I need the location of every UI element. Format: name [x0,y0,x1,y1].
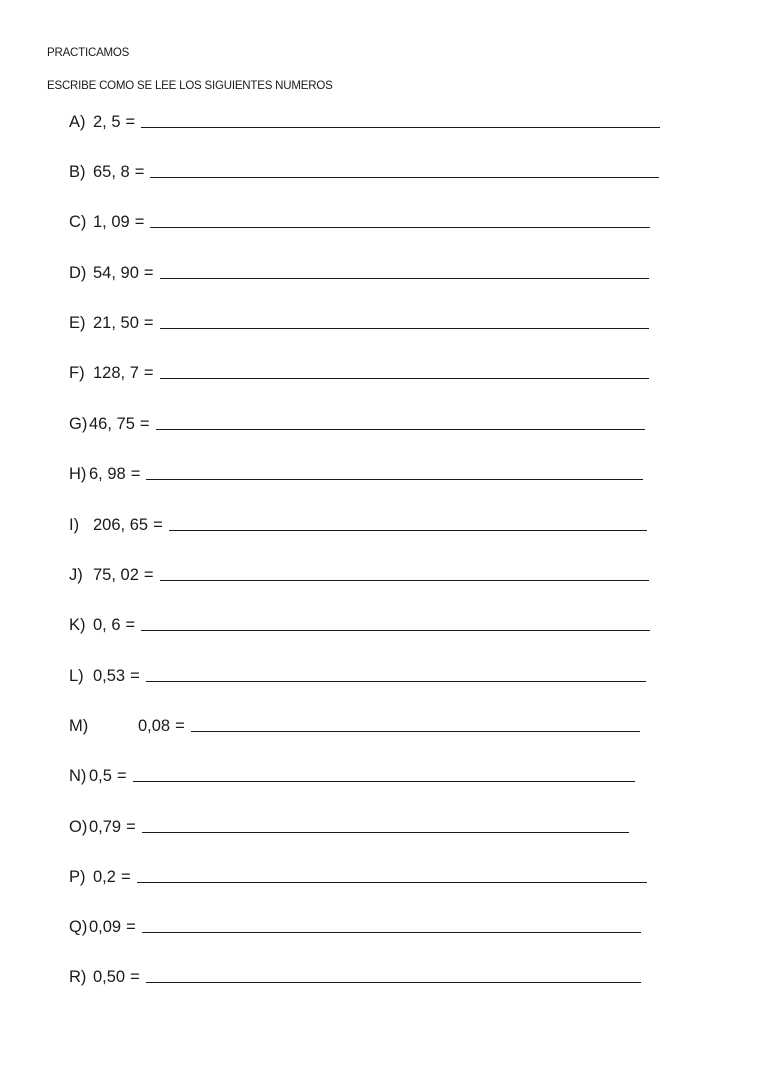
answer-blank[interactable] [160,579,649,581]
answer-blank[interactable] [133,780,635,782]
exercise-item [69,913,641,937]
item-number: 0,50 [93,968,126,986]
item-number: 0, 6 [93,616,121,634]
item-label: D) [69,264,87,282]
item-number: 0,53 [93,667,126,685]
answer-blank[interactable] [169,529,647,531]
answer-blank[interactable] [156,428,645,430]
answer-blank[interactable] [160,277,649,279]
exercise-item [69,762,635,786]
equals-sign: = [126,818,136,836]
worksheet-title: PRACTICAMOS [47,47,130,59]
exercise-item [69,108,660,132]
answer-blank[interactable] [160,377,649,379]
answer-blank[interactable] [142,831,629,833]
exercise-item [69,662,646,686]
equals-sign: = [130,465,141,483]
item-label: M) [69,717,89,735]
item-number: 0,09 [89,918,122,936]
exercise-item [69,963,641,987]
item-number: 2, 5 [93,113,121,131]
answer-blank[interactable] [146,478,643,480]
equals-sign: = [134,213,145,231]
item-label: I) [69,516,80,534]
answer-blank[interactable] [141,629,650,631]
item-label: J) [69,566,83,584]
equals-sign: = [120,868,131,886]
equals-sign: = [153,516,163,534]
answer-blank[interactable] [150,176,659,178]
exercise-item [69,259,649,283]
exercise-item [69,359,649,383]
exercise-item [69,460,643,484]
item-label: H) [69,465,87,483]
item-label: K) [69,616,86,634]
exercise-item [69,813,629,837]
exercise-item [69,208,650,232]
answer-blank[interactable] [160,327,649,329]
equals-sign: = [130,968,140,986]
exercise-item [69,309,649,333]
item-label: C) [69,213,87,231]
item-label: L) [69,667,84,685]
equals-sign: = [175,717,185,735]
equals-sign: = [139,415,150,433]
equals-sign: = [116,767,127,785]
item-label: O) [69,818,88,836]
item-number: 54, 90 [93,264,139,282]
exercise-item [69,158,659,182]
equals-sign: = [143,364,154,382]
exercise-item [69,561,649,585]
answer-blank[interactable] [150,226,650,228]
item-number: 46, 75 [89,415,135,433]
equals-sign: = [130,667,140,685]
answer-blank[interactable] [142,931,641,933]
item-label: A) [69,113,86,131]
item-label: F) [69,364,85,382]
answer-blank[interactable] [191,730,640,732]
exercise-item [69,863,647,887]
exercise-item [69,611,650,635]
item-label: N) [69,767,87,785]
item-number: 0,79 [89,818,122,836]
answer-blank[interactable] [141,126,660,128]
item-number: 0,5 [89,767,112,785]
item-label: G) [69,415,88,433]
item-number: 65, 8 [93,163,130,181]
item-label: R) [69,968,87,986]
exercise-item [69,511,647,535]
answer-blank[interactable] [137,881,647,883]
item-number: 6, 98 [89,465,126,483]
exercise-item [69,712,640,736]
item-number: 1, 09 [93,213,130,231]
item-number: 75, 02 [93,566,139,584]
equals-sign: = [143,314,154,332]
item-label: B) [69,163,86,181]
exercise-item [69,410,645,434]
item-label: P) [69,868,86,886]
item-number: 21, 50 [93,314,139,332]
item-number: 0,2 [93,868,116,886]
answer-blank[interactable] [146,680,646,682]
equals-sign: = [143,566,154,584]
item-label: E) [69,314,86,332]
equals-sign: = [134,163,145,181]
item-number: 0,08 [138,717,171,735]
equals-sign: = [125,113,136,131]
equals-sign: = [125,616,136,634]
item-number: 206, 65 [93,516,149,534]
worksheet-instruction: ESCRIBE COMO SE LEE LOS SIGUIENTES NUMEROS [47,80,333,92]
item-number: 128, 7 [93,364,139,382]
item-label: Q) [69,918,88,936]
answer-blank[interactable] [146,981,641,983]
equals-sign: = [143,264,154,282]
equals-sign: = [126,918,136,936]
